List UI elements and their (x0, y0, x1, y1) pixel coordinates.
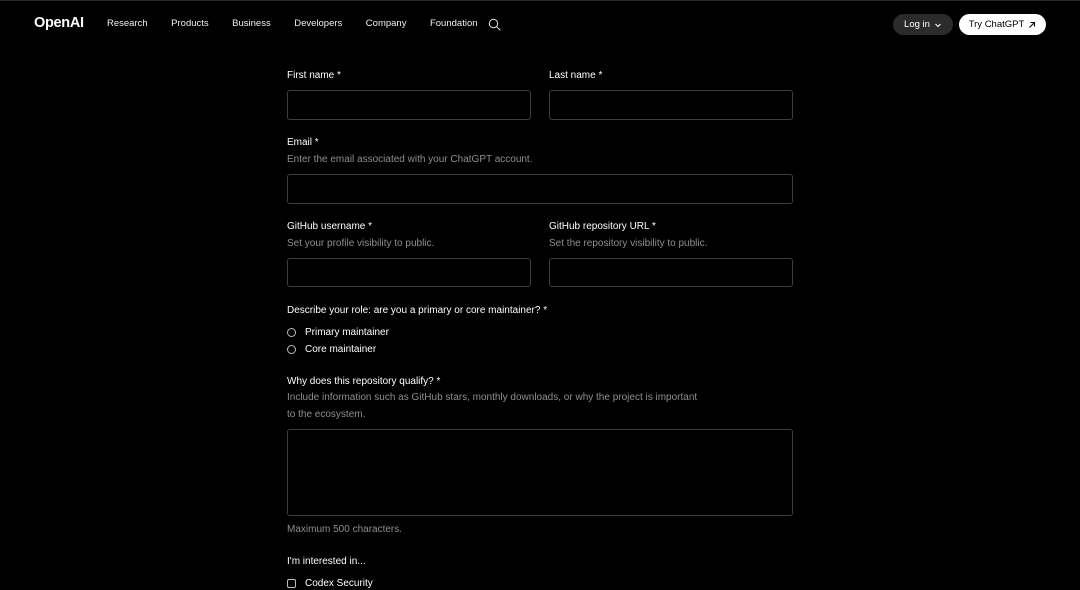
nav-research[interactable]: Research (107, 18, 148, 29)
github-username-hint: Set your profile visibility to public. (287, 238, 435, 249)
email-hint: Enter the email associated with your ChatGPT account. (287, 154, 533, 165)
last-name-label: Last name * (549, 70, 603, 81)
qualify-textarea[interactable] (287, 429, 793, 516)
primary-maintainer-radio[interactable] (287, 328, 296, 337)
nav-company[interactable]: Company (365, 18, 407, 29)
github-username-label: GitHub username * (287, 221, 373, 232)
github-username-input[interactable] (287, 258, 531, 287)
site-header (0, 1, 1080, 47)
openai-logo[interactable]: OpenAI (34, 15, 84, 31)
core-maintainer-radio[interactable] (287, 345, 296, 354)
arrow-up-right-icon (1028, 21, 1036, 29)
login-button[interactable] (893, 14, 953, 35)
interest-label: I'm interested in... (287, 556, 366, 567)
nav-foundation[interactable]: Foundation (429, 18, 478, 29)
github-repo-hint: Set the repository visibility to public. (549, 238, 708, 249)
qualify-label: Why does this repository qualify? * (287, 376, 441, 387)
try-chatgpt-button[interactable] (959, 14, 1046, 35)
github-repo-input[interactable] (549, 258, 793, 287)
main-nav (107, 18, 501, 30)
qualify-hint-line1: Include information such as GitHub stars, monthly downloads, or why the project is important (287, 392, 698, 403)
chevron-down-icon (934, 21, 942, 29)
nav-developers[interactable]: Developers (294, 18, 343, 29)
nav-business[interactable]: Business (232, 18, 271, 29)
core-maintainer-label[interactable]: Core maintainer (305, 344, 377, 355)
first-name-label: First name * (287, 70, 341, 81)
codex-security-checkbox[interactable] (287, 579, 296, 588)
nav-products[interactable]: Products (171, 18, 209, 29)
primary-maintainer-label[interactable]: Primary maintainer (305, 327, 389, 338)
first-name-input[interactable] (287, 90, 531, 120)
search-icon[interactable] (488, 18, 501, 31)
email-label: Email * (287, 137, 319, 148)
login-label: Log in (904, 19, 930, 30)
try-chatgpt-label: Try ChatGPT (968, 19, 1025, 30)
qualify-limit-hint: Maximum 500 characters. (287, 524, 403, 535)
qualify-hint-line2: to the ecosystem. (287, 409, 366, 420)
last-name-input[interactable] (549, 90, 793, 120)
github-repo-label: GitHub repository URL * (549, 221, 656, 232)
codex-security-label[interactable]: Codex Security (305, 578, 373, 589)
role-label: Describe your role: are you a primary or core maintainer? * (287, 305, 548, 316)
email-input[interactable] (287, 174, 793, 204)
